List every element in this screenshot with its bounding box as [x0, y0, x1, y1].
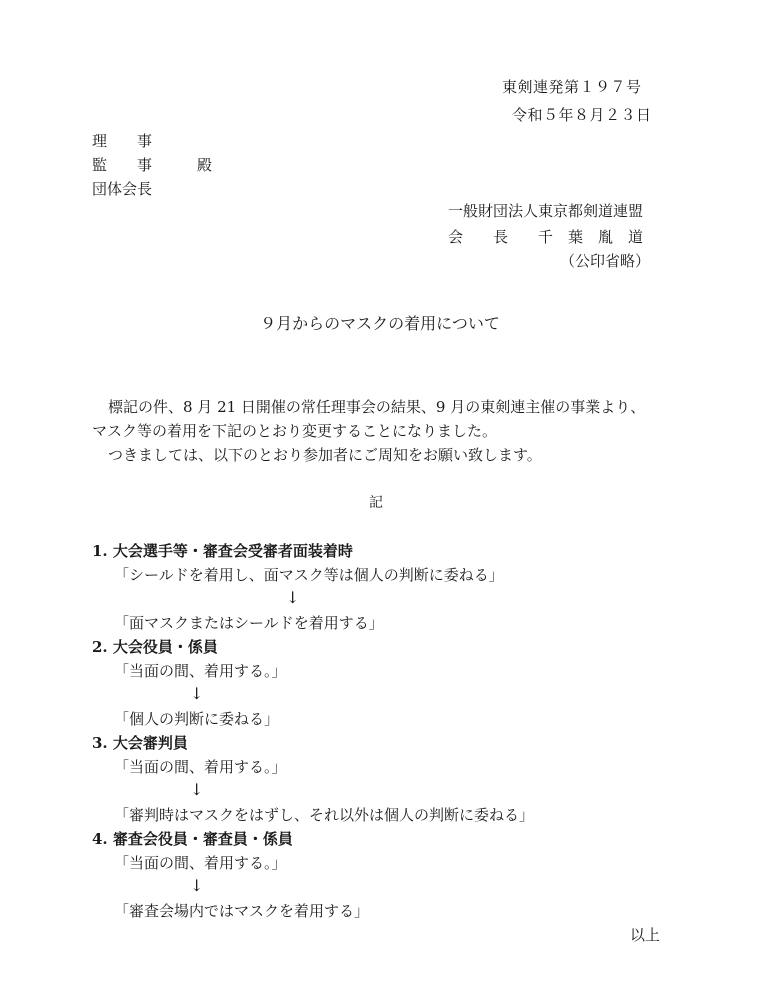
section-2-heading: 2. 大会役員・係員 [92, 638, 218, 656]
section-1-heading: 1. 大会選手等・審査会受審者面装着時 [92, 542, 353, 560]
section-4-heading: 4. 審査会役員・審査員・係員 [92, 830, 293, 848]
body-paragraph-1-line-2: マスク等の着用を下記のとおり変更することになりました。 [92, 422, 498, 440]
recipient-directors: 理 事 [92, 132, 153, 150]
closing-ijo: 以上 [630, 926, 661, 944]
section-3-after: 「審判時はマスクをはずし、それ以外は個人の判断に委ねる」 [114, 806, 535, 824]
section-1-after: 「面マスクまたはシールドを着用する」 [114, 614, 384, 632]
section-3-heading: 3. 大会審判員 [92, 734, 188, 752]
section-1-arrow: ↓ [286, 588, 300, 607]
section-4-after: 「審査会場内ではマスクを着用する」 [114, 902, 370, 920]
section-1-before: 「シールドを着用し、面マスク等は個人の判断に委ねる」 [114, 566, 504, 584]
document-date: 令和５年８月２３日 [512, 106, 652, 124]
section-4-arrow: ↓ [190, 876, 204, 895]
section-3-arrow: ↓ [190, 780, 204, 799]
seal-omitted-note: （公印省略） [560, 252, 651, 270]
sender-name: 会 長 千 葉 胤 道 [448, 228, 644, 246]
sender-organization: 一般財団法人東京都剣道連盟 [448, 202, 644, 220]
body-paragraph-2: つきましては、以下のとおり参加者にご周知をお願い致します。 [108, 446, 542, 464]
recipient-auditors: 監 事 殿 [92, 156, 213, 174]
section-2-arrow: ↓ [190, 684, 204, 703]
document-title: ９月からのマスクの着用について [260, 314, 500, 333]
section-2-after: 「個人の判断に委ねる」 [114, 710, 280, 728]
document-number: 東剣連発第１９７号 [502, 78, 642, 96]
section-2-before: 「当面の間、着用する。」 [114, 662, 287, 680]
section-4-before: 「当面の間、着用する。」 [114, 854, 287, 872]
body-paragraph-1-line-1: 標記の件、8 月 21 日開催の常任理事会の結果、9 月の東剣連主催の事業より、 [108, 398, 646, 416]
ki-marker: 記 [369, 495, 383, 511]
section-3-before: 「当面の間、着用する。」 [114, 758, 287, 776]
recipient-group-heads: 団体会長 [92, 180, 153, 198]
